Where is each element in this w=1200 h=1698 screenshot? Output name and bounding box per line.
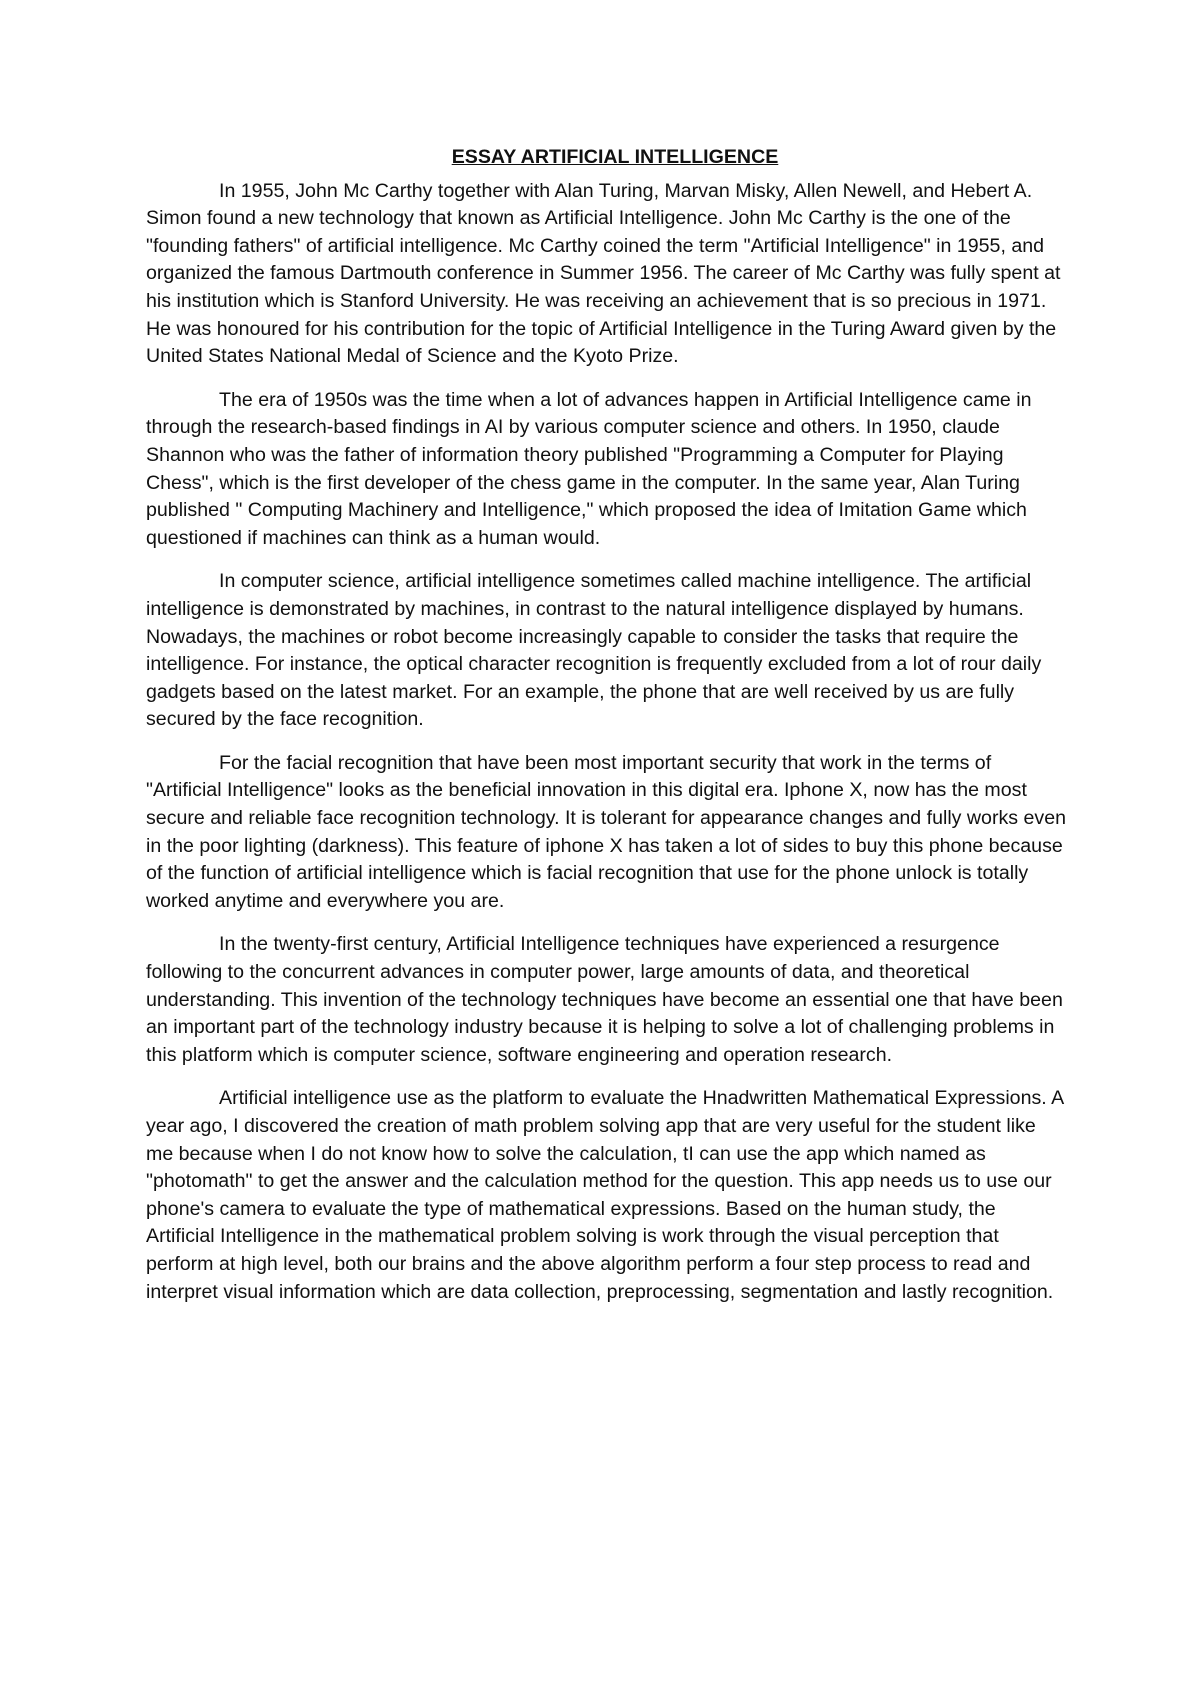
- essay-title: ESSAY ARTIFICIAL INTELLIGENCE: [451, 146, 779, 168]
- paragraph-1: In 1955, John Mc Carthy together with Alan Turing, Marvan Misky, Allen Newell, and Hebert A. Simon found a new technology that known as Artificial Intelligence. John Mc Carthy is the one of the "founding fathers" of artificial intelligence. Mc Carthy coined the term "Artificial Intelligence" in 1955, and organized the famous Dartmouth conference in Summer 1956. The career of Mc Carthy was fully spent at his institution which is Stanford University. He was receiving an achievement that is so precious in 1971. He was honoured for his contribution for the topic of Artificial Intelligence in the Turing Award given by the United States National Medal of Science and the Kyoto Prize.: [146, 179, 1061, 368]
- paragraph-2: The era of 1950s was the time when a lot of advances happen in Artificial Intelligence came in through the research-based findings in AI by various computer science and others. In 1950, claude Shannon who was the father of information theory published "Programming a Computer for Playing Chess", which is the first developer of the chess game in the computer. In the same year, Alan Turing published " Computing Machinery and Intelligence," which proposed the idea of Imitation Game which questioned if machines can think as a human would.: [146, 388, 1032, 549]
- paragraph-6: Artificial intelligence use as the platform to evaluate the Hnadwritten Mathematical Expressions. A year ago, I discovered the creation of math problem solving app that are very useful for the student like me because when I do not know how to solve the calculation, tI can use the app which named as "photomath" to get the answer and the calculation method for the question. This app needs us to use our phone's camera to evaluate the type of mathematical expressions. Based on the human study, the Artificial Intelligence in the mathematical problem solving is work through the visual perception that perform at high level, both our brains and the above algorithm perform a four step process to read and interpret visual information which are data collection, preprocessing, segmentation and lastly recognition.: [146, 1087, 1064, 1303]
- paragraph-3: In computer science, artificial intelligence sometimes called machine intelligence. The artificial intelligence is demonstrated by machines, in contrast to the natural intelligence displayed by humans. Nowadays, the machines or robot become increasingly capable to consider the tasks that require the intelligence. For instance, the optical character recognition is frequently excluded from a lot of rour daily gadgets based on the latest market. For an example, the phone that are well received by us are fully secured by the face recognition.: [146, 570, 1042, 731]
- paragraph-4: For the facial recognition that have been most important security that work in the terms of "Artificial Intelligence" looks as the beneficial innovation in this digital era. Iphone X, now has the most secure and reliable face recognition technology. It is tolerant for appearance changes and fully works even in the poor lighting (darkness). This feature of iphone X has taken a lot of sides to buy this phone because of the function of artificial intelligence which is facial recognition that use for the phone unlock is totally worked anytime and everywhere you are.: [146, 751, 1067, 912]
- paragraph-5: In the twenty-first century, Artificial Intelligence techniques have experienced a resurgence following to the concurrent advances in computer power, large amounts of data, and theoretical understanding. This invention of the technology techniques have become an essential one that have been an important part of the technology industry because it is helping to solve a lot of challenging problems in this platform which is computer science, software engineering and operation research.: [146, 933, 1063, 1066]
- essay-body: [146, 144, 1066, 1322]
